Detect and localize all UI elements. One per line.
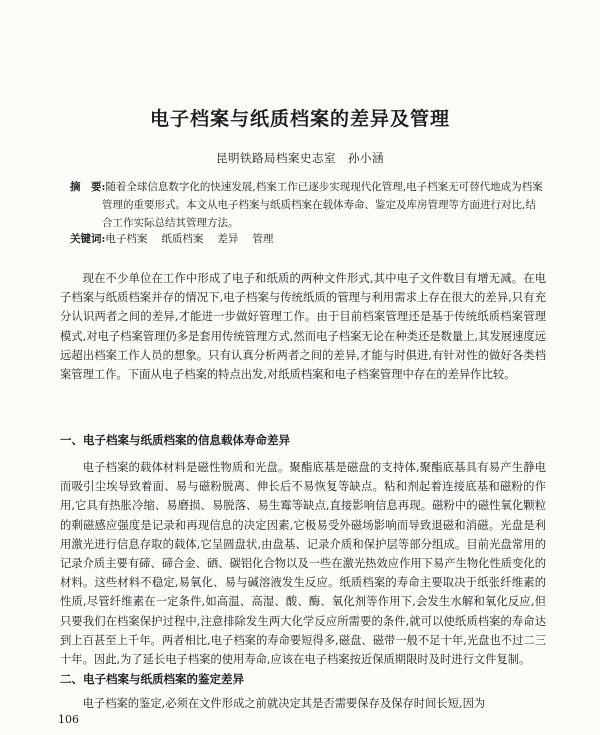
keywords [70,231,545,246]
keywords-label: 关键词: [70,233,106,245]
section-heading-1: 一、电子档案与纸质档案的信息载体寿命差异 [60,433,290,447]
section2-paragraph: 电子档案的鉴定,必须在文件形成之前就决定其是否需要保存及保存时间长短,因为 [82,697,486,710]
abstract-text: 随着全球信息数字化的快速发展,档案工作已逐步实现现代化管理,电子档案无可替代地成为档案管理的重要形式。本文从电子档案与纸质档案在载体寿命、鉴定及库房管理等方面进行对比,结合工作实际总结其管理方法。 [102,181,543,229]
keyword-item: 纸质档案 [161,233,204,245]
abstract-body [70,178,545,232]
section-heading-2: 二、电子档案与纸质档案的鉴定差异 [60,672,244,686]
abstract [70,178,545,232]
page-number: 106 [58,713,79,726]
keyword-item: 管理 [252,233,274,245]
intro-paragraph: 现在不少单位在工作中形成了电子和纸质的两种文件形式,其中电子文件数目有增无减。在电子档案与纸质档案并存的情况下,电子档案与传统纸质的管理与利用需求上存在很大的差异,只有充分认识两者之间的差异,才能进一步做好管理工作。由于目前档案管理还是基于传统纸质档案管理模式,对电子档案管理仍多是套用传统管理方式,然而电子档案无论在种类还是数量上,其发展速度远远超出档案工作人员的想象。只有认真分析两者之间的差异,才能与时俱进,有针对性的做好各类档案管理工作。下面从电子档案的特点出发,对纸质档案和电子档案管理中存在的差异作比较。 [60,272,546,382]
section1-paragraph: 电子档案的载体材料是磁性物质和光盘。聚酯底基是磁盘的支持体,聚酯底基具有易产生静电而吸引尘埃导致着面、易与磁粉脱离、伸长后不易恢复等缺点。粘和剂起着连接底基和磁粉的作用,它具有热胀冷缩、易磨损、易脱落、易生霉等缺点,直接影响信息再现。磁粉中的磁性氧化颗粒的剩磁感应强度是记录和再现信息的决定因素,它极易受外磁场影响而导致退磁和消磁。光盘是利用激光进行信息存取的载体,它呈圆盘状,由盘基、记录介质和保护层等部分组成。目前光盘常用的记录介质主要有碲、碲合金、硒、碳铝化合物以及一些在激光热效应作用下易产生物化性质变化的材料。这些材料不稳定,易氧化、易与碱溶液发生反应。纸质档案的寿命主要取决于纸张纤维素的性质,尽管纤维素在一定条件,如高温、高湿、酸、酶、氧化剂等作用下,会发生水解和氧化反应,但只要我们在档案保护过程中,注意排除发生两大化学反应所需要的条件,就可以使纸质档案的寿命达到上百甚至上千年。两者相比,电子档案的寿命要短得多,磁盘、磁带一般不足十年,光盘也不过二三十年。因此,为了延长电子档案的使用寿命,应该在电子档案按近保质期限时及时进行文件复制。 [60,461,546,667]
abstract-label: 摘 要: [70,181,106,193]
page-title: 电子档案与纸质档案的差异及管理 [149,108,450,130]
keyword-item: 电子档案 [105,233,148,245]
author-line: 昆明铁路局档案史志室 孙小涵 [216,151,384,165]
keyword-item: 差异 [217,233,239,245]
